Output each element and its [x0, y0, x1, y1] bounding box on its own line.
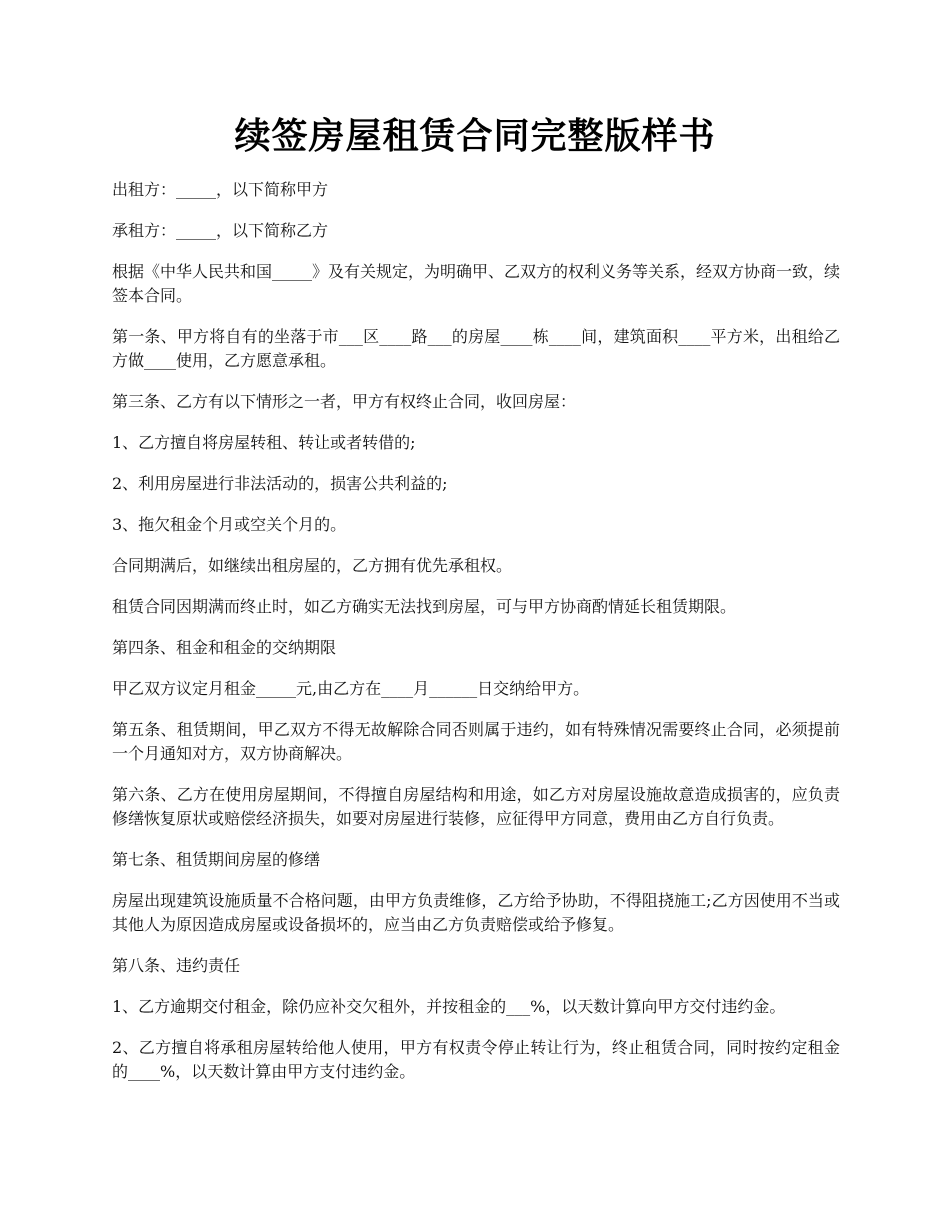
paragraph-article-8-heading: 第八条、违约责任	[112, 956, 241, 975]
paragraph-article-3: 第三条、乙方有以下情形之一者，甲方有权终止合同，收回房屋：	[112, 392, 577, 411]
paragraph-article-4-rent: 甲乙双方议定月租金_____元,由乙方在____月______日交纳给甲方。	[112, 679, 590, 698]
paragraph-renewal-priority: 合同期满后，如继续出租房屋的，乙方拥有优先承租权。	[112, 556, 513, 575]
paragraph-article-3-item-1: 1、乙方擅自将房屋转租、转让或者转借的;	[112, 433, 416, 452]
paragraph-lessor: 出租方：_____，以下简称甲方	[112, 180, 329, 199]
paragraph-preamble: 根据《中华人民共和国_____》及有关规定，为明确甲、乙双方的权利义务等关系，经双方协商一致，续签本合同。	[112, 262, 841, 305]
paragraph-extension: 租赁合同因期满而终止时，如乙方确实无法找到房屋，可与甲方协商酌情延长租赁期限。	[112, 597, 737, 616]
document-body	[112, 178, 840, 1101]
paragraph-article-7-repairs: 房屋出现建筑设施质量不合格问题，由甲方负责维修，乙方给予协助，不得阻挠施工;乙方因使用不当或其他人为原因造成房屋或设备损坏的，应当由乙方负责赔偿或给予修复。	[112, 891, 840, 934]
paragraph-article-1: 第一条、甲方将自有的坐落于市___区____路___的房屋____栋____间，建筑面积____平方米，出租给乙方做____使用，乙方愿意承租。	[112, 327, 840, 370]
document-title: 续签房屋租赁合同完整版样书	[234, 115, 716, 157]
paragraph-article-5: 第五条、租赁期间，甲乙双方不得无故解除合同否则属于违约，如有特殊情况需要终止合同，必须提前一个月通知对方，双方协商解决。	[112, 720, 840, 763]
paragraph-article-4-heading: 第四条、租金和租金的交纳期限	[112, 638, 337, 657]
paragraph-article-8-item-2: 2、乙方擅自将承租房屋转给他人使用，甲方有权责令停止转让行为，终止租赁合同，同时按约定租金的____%，以天数计算由甲方支付违约金。	[112, 1038, 840, 1081]
paragraph-article-7-heading: 第七条、租赁期间房屋的修缮	[112, 850, 321, 869]
paragraph-article-3-item-2: 2、利用房屋进行非法活动的，损害公共利益的;	[112, 474, 448, 493]
paragraph-article-6: 第六条、乙方在使用房屋期间，不得擅自房屋结构和用途，如乙方对房屋设施故意造成损害的，应负责修缮恢复原状或赔偿经济损失，如要对房屋进行装修，应征得甲方同意，费用由乙方自行负责。	[112, 785, 840, 828]
paragraph-article-3-item-3: 3、拖欠租金个月或空关个月的。	[112, 515, 347, 534]
paragraph-article-8-item-1: 1、乙方逾期交付租金，除仍应补交欠租外，并按租金的___%，以天数计算向甲方交付违约金。	[112, 997, 786, 1016]
paragraph-lessee: 承租方：_____，以下简称乙方	[112, 221, 329, 240]
